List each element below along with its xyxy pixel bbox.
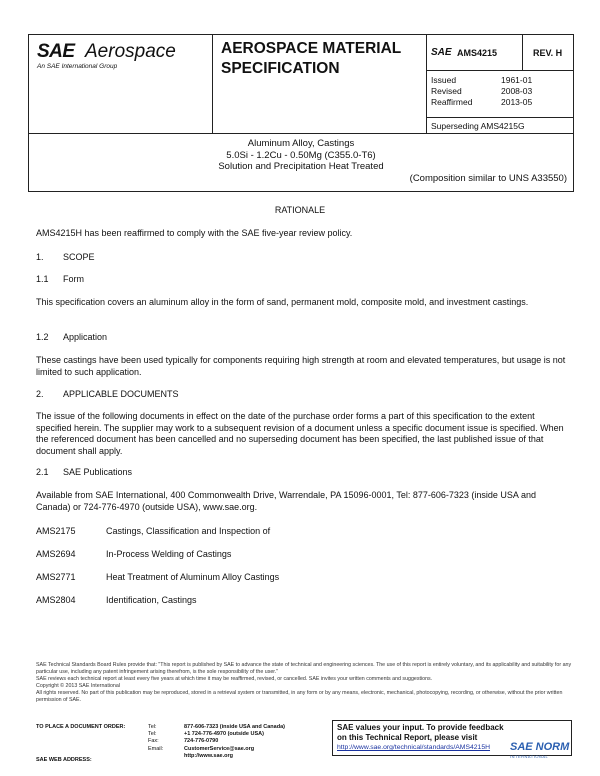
logo-subtitle: An SAE International Group bbox=[37, 63, 118, 70]
section-application: 1.2 Application bbox=[36, 332, 108, 342]
web-label: SAE WEB ADDRESS: bbox=[36, 757, 92, 763]
document-type-title: AEROSPACE MATERIAL SPECIFICATION bbox=[221, 40, 401, 77]
dates-block bbox=[431, 75, 532, 108]
subject-block bbox=[28, 134, 574, 192]
sae-publications-text: Available from SAE International, 400 Commonwealth Drive, Warrendale, PA 15096-0001, Tel: 877-606-7323 (inside USA and Canada) or 724-776-4970 (outside USA), www.sae.org. bbox=[36, 490, 536, 512]
logo-cell bbox=[29, 35, 213, 133]
superseding-note: Superseding AMS4215G bbox=[427, 117, 574, 134]
document-header bbox=[28, 34, 574, 134]
section-sae-publications: 2.1 SAE Publications bbox=[36, 467, 133, 477]
form-text: This specification covers an aluminum alloy in the form of sand, permanent mold, composite mold, and investment castings. bbox=[36, 297, 529, 307]
reference-item: AMS2804 Identification, Castings bbox=[36, 595, 197, 605]
sae-logo: SAE bbox=[37, 41, 75, 62]
rationale-heading: RATIONALE bbox=[274, 205, 326, 215]
doc-number-row bbox=[427, 35, 574, 71]
revision-label: REV. H bbox=[533, 48, 563, 58]
doc-number: AMS4215 bbox=[457, 48, 498, 58]
order-label: TO PLACE A DOCUMENT ORDER: bbox=[36, 724, 126, 730]
doc-number-cell bbox=[427, 35, 523, 71]
applicable-documents-text: The issue of the following documents in effect on the date of the purchase order forms a part of this specification to the extent specified herein. The supplier may work to a subsequent revision of a document unless a specific document issue is specified. When the referenced document has been cancelled and no superseding document has been specified, the last published issue of that document shall apply. bbox=[36, 411, 564, 456]
reference-item: AMS2694 In-Process Welding of Castings bbox=[36, 549, 232, 559]
sae-mini-logo: SAE bbox=[431, 47, 452, 58]
watermark-subtitle: INTERNATIONAL bbox=[510, 754, 549, 759]
info-cell bbox=[427, 35, 574, 133]
contact-values: 877-606-7323 (inside USA and Canada) +1 724-776-4970 (outside USA) 724-776-0790 CustomerService@sae.org http://www.sae.org bbox=[184, 724, 334, 760]
section-form: 1.1 Form bbox=[36, 274, 84, 284]
section-applicable-documents: 2. APPLICABLE DOCUMENTS bbox=[36, 389, 179, 399]
copyright-text: Copyright © 2013 SAE International bbox=[36, 683, 120, 689]
contact-labels: Tel: Tel: Fax: Email: bbox=[148, 724, 164, 752]
date-row: Revised 2008-03 bbox=[431, 86, 533, 96]
reference-item: AMS2771 Heat Treatment of Aluminum Alloy Castings bbox=[36, 572, 280, 582]
subject-line: Aluminum Alloy, Castings bbox=[247, 138, 355, 149]
feedback-line: SAE values your input. To provide feedback bbox=[337, 723, 504, 732]
section-scope: 1. SCOPE bbox=[36, 252, 95, 262]
date-row: Issued 1961-01 bbox=[431, 75, 533, 85]
sae-web-link[interactable]: http://www.sae.org bbox=[184, 752, 233, 759]
footer-legal bbox=[36, 662, 576, 704]
reference-item: AMS2175 Castings, Classification and Inspection of bbox=[36, 526, 271, 536]
feedback-line: on this Technical Report, please visit bbox=[337, 733, 478, 742]
aerospace-logo-text: Aerospace bbox=[85, 41, 176, 62]
date-row: Reaffirmed 2013-05 bbox=[431, 97, 533, 107]
rights-text: All rights reserved. No part of this publication may be reproduced, stored in a retrieval system or transmitted, in any form or by any means, electronic, mechanical, photocopying, recording, or otherwise, without the prior written permission of SAE. bbox=[36, 690, 563, 703]
subject-line: Solution and Precipitation Heat Treated bbox=[218, 161, 384, 172]
sae-norm-watermark: SAE NORM bbox=[510, 741, 570, 753]
title-cell bbox=[213, 35, 427, 133]
policy-text: SAE Technical Standards Board Rules provide that: "This report is published by SAE to advance the state of technical and engineering sciences. The use of this report is entirely voluntary, and its applicability and suitability for any particular use, including any patent infringement arising therefrom, is the sole responsibility of the user." bbox=[36, 662, 572, 675]
review-text: SAE reviews each technical report at least every five years at which time it may be reaffirmed, revised, or cancelled. SAE invites your written comments and suggestions. bbox=[36, 676, 433, 682]
rationale-text: AMS4215H has been reaffirmed to comply with the SAE five-year review policy. bbox=[36, 228, 353, 238]
application-text: These castings have been used typically for components requiring high strength at room and elevated temperatures, but usage is not limited to such application. bbox=[36, 355, 566, 377]
subject-line: 5.0Si - 1.2Cu - 0.50Mg (C355.0-T6) bbox=[226, 149, 376, 161]
composition-note: (Composition similar to UNS A33550) bbox=[409, 172, 567, 184]
feedback-link[interactable]: http://www.sae.org/technical/standards/AMS4215H bbox=[337, 744, 491, 751]
